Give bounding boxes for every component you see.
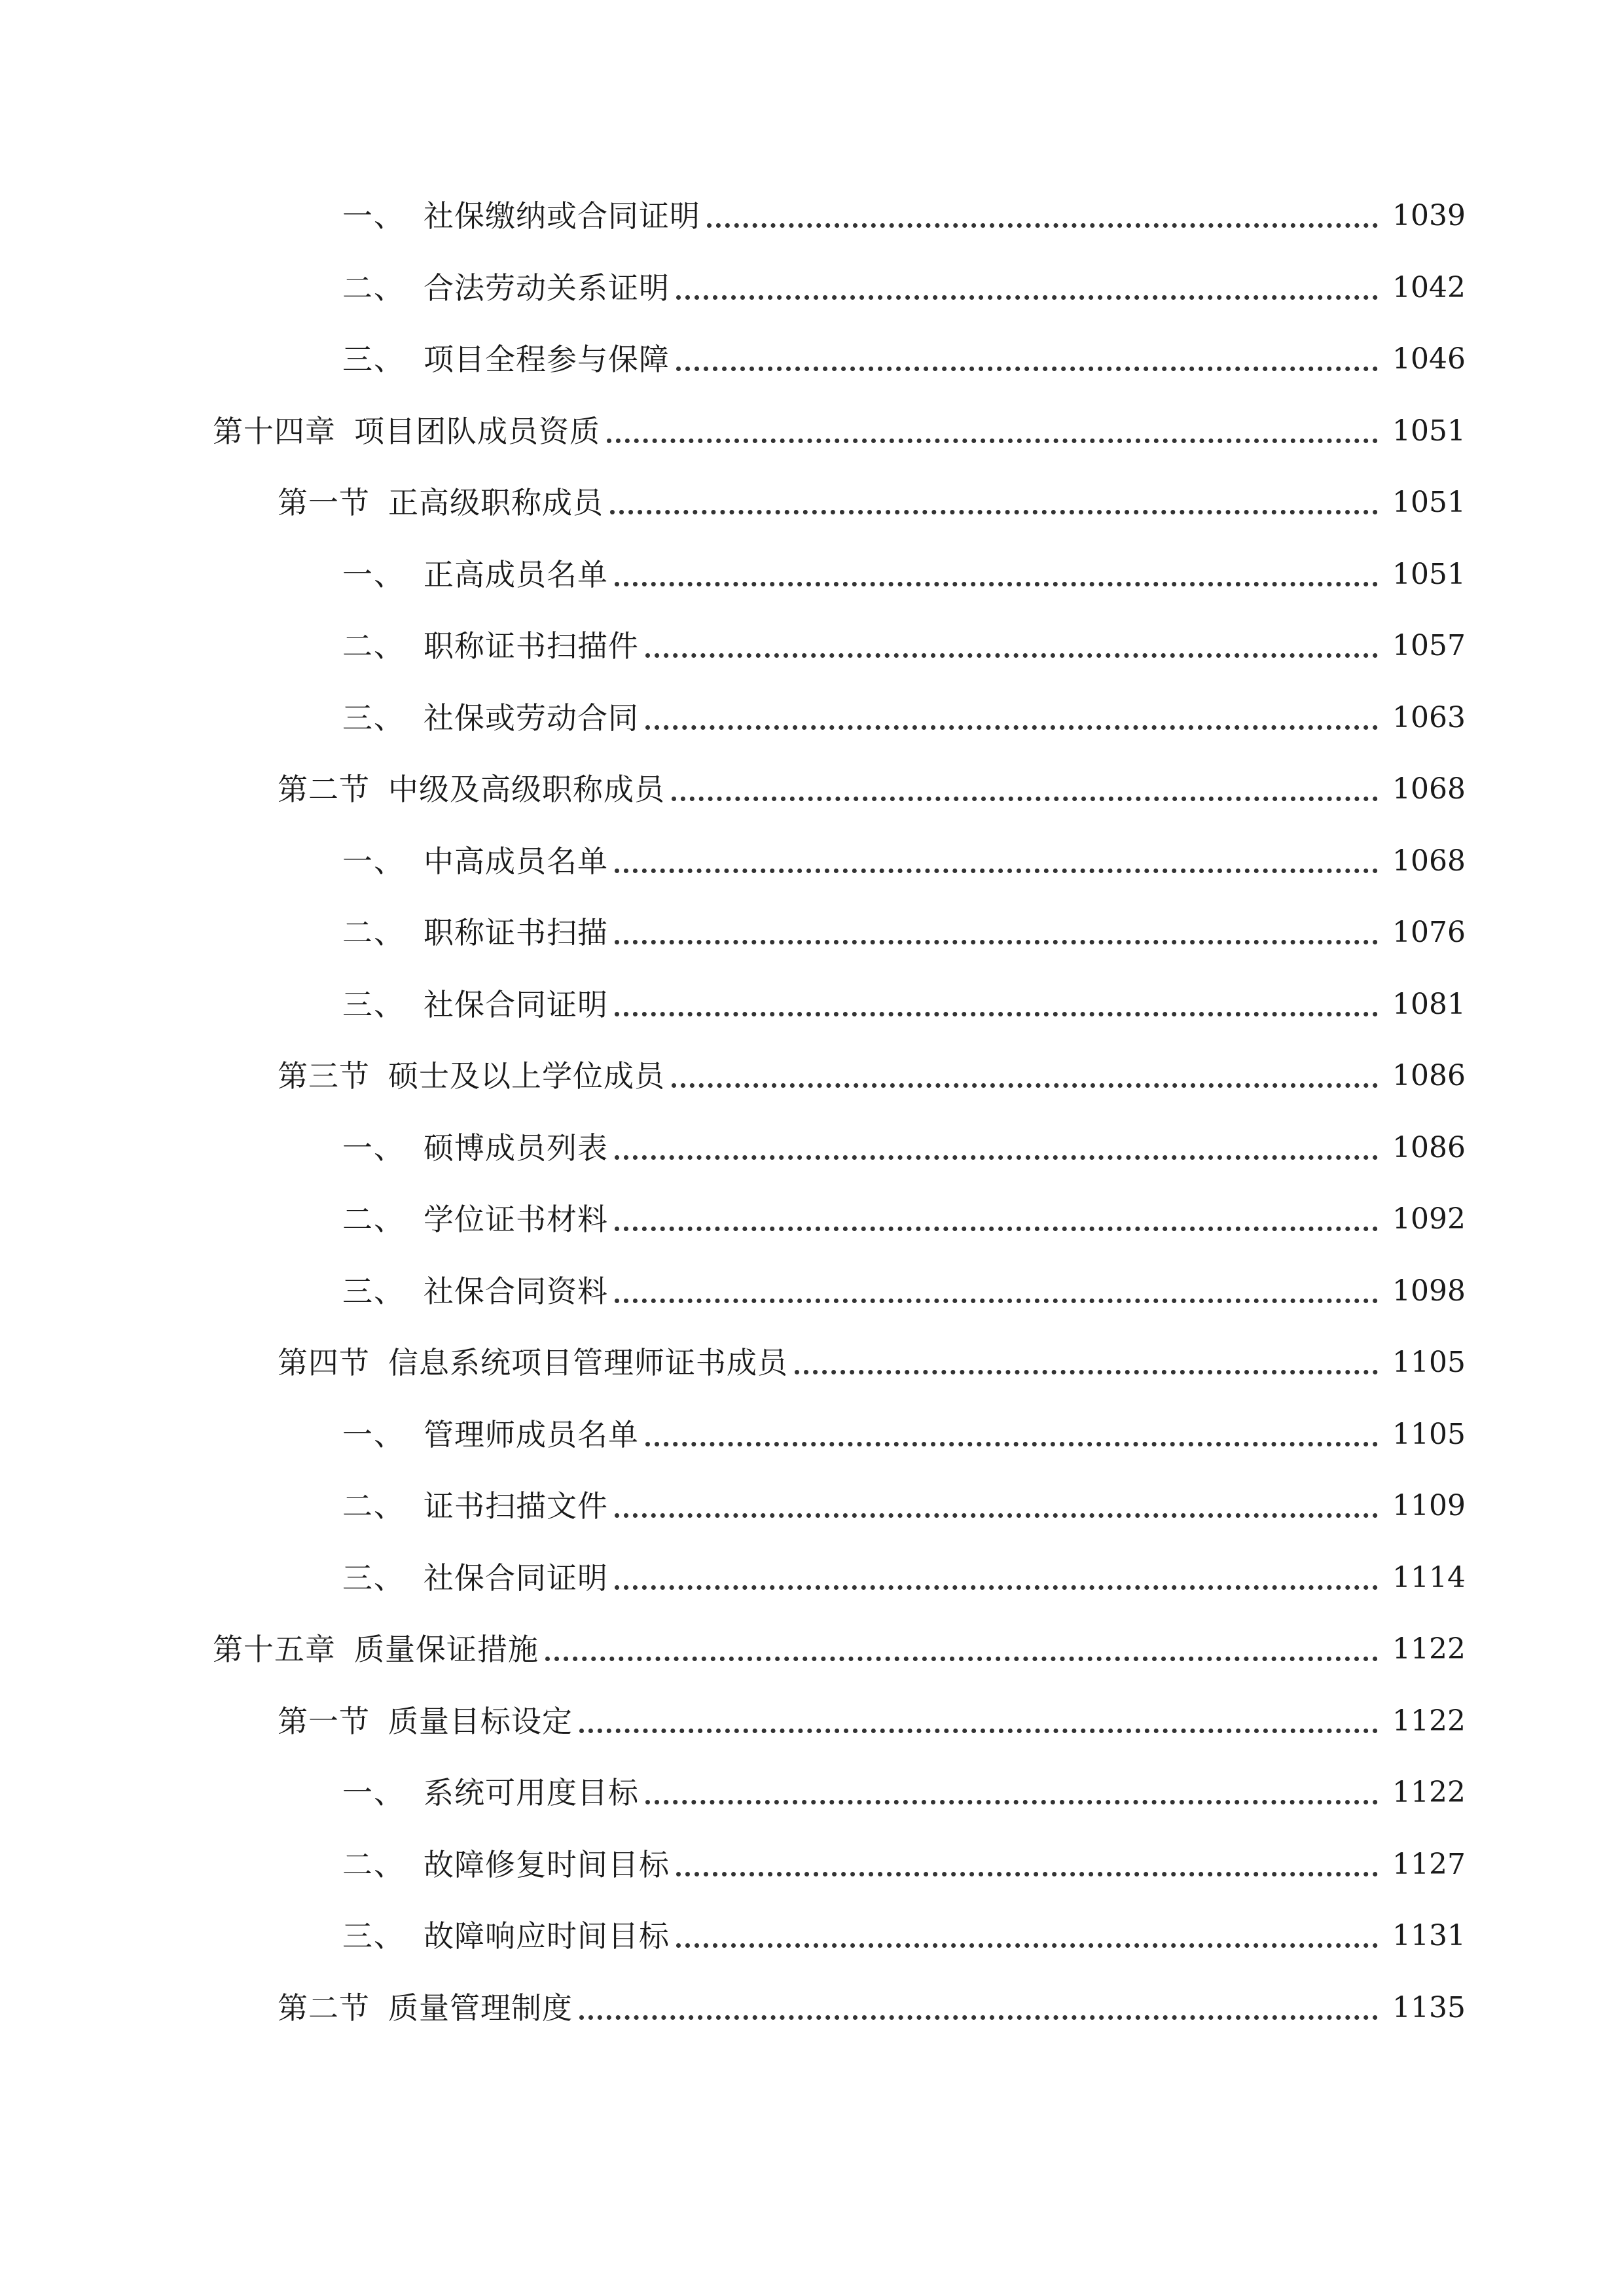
toc-entry[interactable] xyxy=(342,1552,1466,1604)
toc-entry-number: 一、 xyxy=(342,1416,405,1452)
toc-entry-title: 硕士及以上学位成员 xyxy=(388,1058,665,1094)
toc-dot-leader xyxy=(615,582,1378,586)
toc-entry[interactable] xyxy=(278,763,1466,816)
toc-entry-page-number: 1131 xyxy=(1392,1919,1466,1952)
toc-entry-number: 三、 xyxy=(342,986,405,1022)
toc-entry-page-number: 1063 xyxy=(1392,700,1466,734)
toc-dot-leader xyxy=(645,653,1378,658)
toc-dot-leader xyxy=(615,1585,1378,1590)
toc-entry-page-number: 1122 xyxy=(1392,1632,1466,1666)
toc-entry[interactable] xyxy=(213,1623,1466,1676)
toc-entry[interactable] xyxy=(342,1767,1466,1819)
toc-entry[interactable] xyxy=(342,835,1466,888)
toc-entry[interactable] xyxy=(342,190,1466,242)
toc-entry-page-number: 1105 xyxy=(1392,1346,1466,1379)
toc-entry-title: 系统可用度目标 xyxy=(424,1775,639,1810)
toc-entry-number: 第十五章 xyxy=(213,1632,336,1667)
toc-entry-page-number: 1114 xyxy=(1392,1560,1466,1594)
toc-dot-leader xyxy=(615,1299,1378,1303)
toc-entry-title: 管理师成员名单 xyxy=(424,1416,639,1452)
toc-entry-title: 合法劳动关系证明 xyxy=(424,270,670,306)
toc-entry-number: 第一节 xyxy=(278,485,370,520)
toc-entry-title: 质量目标设定 xyxy=(388,1703,573,1739)
toc-entry-page-number: 1051 xyxy=(1392,486,1466,519)
toc-entry-page-number: 1076 xyxy=(1392,916,1466,949)
toc-entry-title: 社保缴纳或合同证明 xyxy=(424,198,700,234)
toc-entry-number: 一、 xyxy=(342,198,405,234)
toc-dot-leader xyxy=(545,1657,1378,1661)
toc-entry[interactable] xyxy=(342,333,1466,386)
toc-dot-leader xyxy=(645,1442,1378,1446)
toc-entry-page-number: 1127 xyxy=(1392,1847,1466,1881)
toc-entry-page-number: 1042 xyxy=(1392,270,1466,304)
toc-entry-number: 第四节 xyxy=(278,1345,370,1380)
toc-entry-title: 质量管理制度 xyxy=(388,1990,573,2026)
toc-dot-leader xyxy=(615,1227,1378,1231)
toc-entry-number: 二、 xyxy=(342,1202,405,1237)
toc-entry-title: 职称证书扫描件 xyxy=(424,628,639,664)
toc-entry-title: 质量保证措施 xyxy=(354,1632,539,1667)
toc-entry[interactable] xyxy=(342,548,1466,601)
toc-entry-page-number: 1086 xyxy=(1392,1130,1466,1164)
toc-entry-title: 信息系统项目管理师证书成员 xyxy=(388,1345,788,1380)
toc-entry-number: 第二节 xyxy=(278,772,370,807)
toc-entry[interactable] xyxy=(278,1982,1466,2034)
toc-entry-page-number: 1135 xyxy=(1392,1990,1466,2024)
toc-entry-number: 一、 xyxy=(342,1130,405,1166)
toc-entry-number: 三、 xyxy=(342,1560,405,1596)
toc-entry-number: 二、 xyxy=(342,1488,405,1524)
toc-entry[interactable] xyxy=(342,978,1466,1031)
toc-entry-title: 中高成员名单 xyxy=(424,843,608,879)
toc-dot-leader xyxy=(607,439,1378,443)
toc-entry-page-number: 1051 xyxy=(1392,414,1466,448)
toc-entry-number: 一、 xyxy=(342,843,405,879)
toc-dot-leader xyxy=(676,295,1378,300)
toc-entry-title: 社保合同资料 xyxy=(424,1273,608,1309)
toc-entry-title: 中级及高级职称成员 xyxy=(388,772,665,807)
toc-dot-leader xyxy=(610,510,1378,514)
toc-entry[interactable] xyxy=(278,1336,1466,1389)
toc-entry-title: 社保合同证明 xyxy=(424,1560,608,1596)
toc-entry-title: 项目团队成员资质 xyxy=(354,413,600,449)
toc-entry[interactable] xyxy=(342,1122,1466,1174)
toc-entry-title: 社保合同证明 xyxy=(424,986,608,1022)
toc-entry-title: 学位证书材料 xyxy=(424,1202,608,1237)
toc-entry-title: 社保或劳动合同 xyxy=(424,700,639,736)
toc-entry-page-number: 1051 xyxy=(1392,557,1466,591)
toc-entry-number: 第一节 xyxy=(278,1703,370,1739)
toc-entry[interactable] xyxy=(342,262,1466,314)
toc-entry-number: 一、 xyxy=(342,1775,405,1810)
toc-entry-page-number: 1109 xyxy=(1392,1489,1466,1522)
toc-entry-number: 第三节 xyxy=(278,1058,370,1094)
toc-entry-title: 硕博成员列表 xyxy=(424,1130,608,1166)
toc-dot-leader xyxy=(676,1943,1378,1948)
toc-entry-page-number: 1057 xyxy=(1392,629,1466,662)
toc-entry-page-number: 1086 xyxy=(1392,1059,1466,1092)
toc-dot-leader xyxy=(676,367,1378,371)
toc-entry-number: 一、 xyxy=(342,556,405,592)
toc-dot-leader xyxy=(707,223,1378,228)
toc-dot-leader xyxy=(645,725,1378,730)
toc-entry-page-number: 1098 xyxy=(1392,1274,1466,1308)
toc-entry[interactable] xyxy=(342,1408,1466,1461)
toc-entry-number: 第二节 xyxy=(278,1990,370,2026)
toc-dot-leader xyxy=(615,869,1378,873)
toc-dot-leader xyxy=(676,1872,1378,1876)
toc-entry[interactable] xyxy=(342,1839,1466,1891)
toc-entry-page-number: 1122 xyxy=(1392,1704,1466,1738)
toc-entry[interactable] xyxy=(213,405,1466,457)
toc-entry-title: 正高级职称成员 xyxy=(388,485,604,520)
toc-dot-leader xyxy=(579,2015,1378,2020)
toc-entry-title: 证书扫描文件 xyxy=(424,1488,608,1524)
toc-entry-number: 二、 xyxy=(342,628,405,664)
toc-dot-leader xyxy=(615,1513,1378,1518)
toc-entry[interactable] xyxy=(342,1910,1466,1962)
toc-entry[interactable] xyxy=(278,1050,1466,1102)
toc-entry-page-number: 1039 xyxy=(1392,199,1466,232)
toc-entry[interactable] xyxy=(278,476,1466,529)
toc-entry[interactable] xyxy=(278,1695,1466,1748)
toc-entry-number: 二、 xyxy=(342,270,405,306)
toc-entry[interactable] xyxy=(342,1265,1466,1318)
toc-dot-leader xyxy=(615,1155,1378,1160)
toc-dot-leader xyxy=(645,1800,1378,1804)
toc-entry-number: 三、 xyxy=(342,342,405,377)
toc-entry-title: 项目全程参与保障 xyxy=(424,342,670,377)
toc-entry-number: 第十四章 xyxy=(213,413,336,449)
toc-entry[interactable] xyxy=(342,1193,1466,1246)
toc-entry-page-number: 1068 xyxy=(1392,772,1466,806)
toc-entry[interactable] xyxy=(342,620,1466,672)
toc-entry-number: 三、 xyxy=(342,1918,405,1954)
toc-entry[interactable] xyxy=(342,692,1466,744)
toc-entry-number: 二、 xyxy=(342,915,405,950)
toc-entry-page-number: 1122 xyxy=(1392,1776,1466,1809)
toc-entry-page-number: 1092 xyxy=(1392,1202,1466,1236)
toc-dot-leader xyxy=(615,1012,1378,1016)
toc-entry-title: 故障响应时间目标 xyxy=(424,1918,670,1954)
toc-entry-number: 三、 xyxy=(342,1273,405,1309)
toc-entry-page-number: 1068 xyxy=(1392,844,1466,878)
toc-entry[interactable] xyxy=(342,1480,1466,1532)
toc-entry-number: 三、 xyxy=(342,700,405,736)
toc-dot-leader xyxy=(579,1729,1378,1733)
toc-entry-page-number: 1046 xyxy=(1392,342,1466,376)
toc-dot-leader xyxy=(795,1370,1378,1374)
toc-entry-title: 职称证书扫描 xyxy=(424,915,608,950)
toc-entry-title: 故障修复时间目标 xyxy=(424,1846,670,1882)
toc-entry-page-number: 1105 xyxy=(1392,1417,1466,1451)
toc-entry-number: 二、 xyxy=(342,1846,405,1882)
toc-dot-leader xyxy=(615,940,1378,944)
toc-entry-title: 正高成员名单 xyxy=(424,556,608,592)
toc-entry[interactable] xyxy=(342,906,1466,959)
toc-dot-leader xyxy=(672,797,1378,801)
toc-entry-page-number: 1081 xyxy=(1392,987,1466,1021)
toc-dot-leader xyxy=(672,1083,1378,1088)
